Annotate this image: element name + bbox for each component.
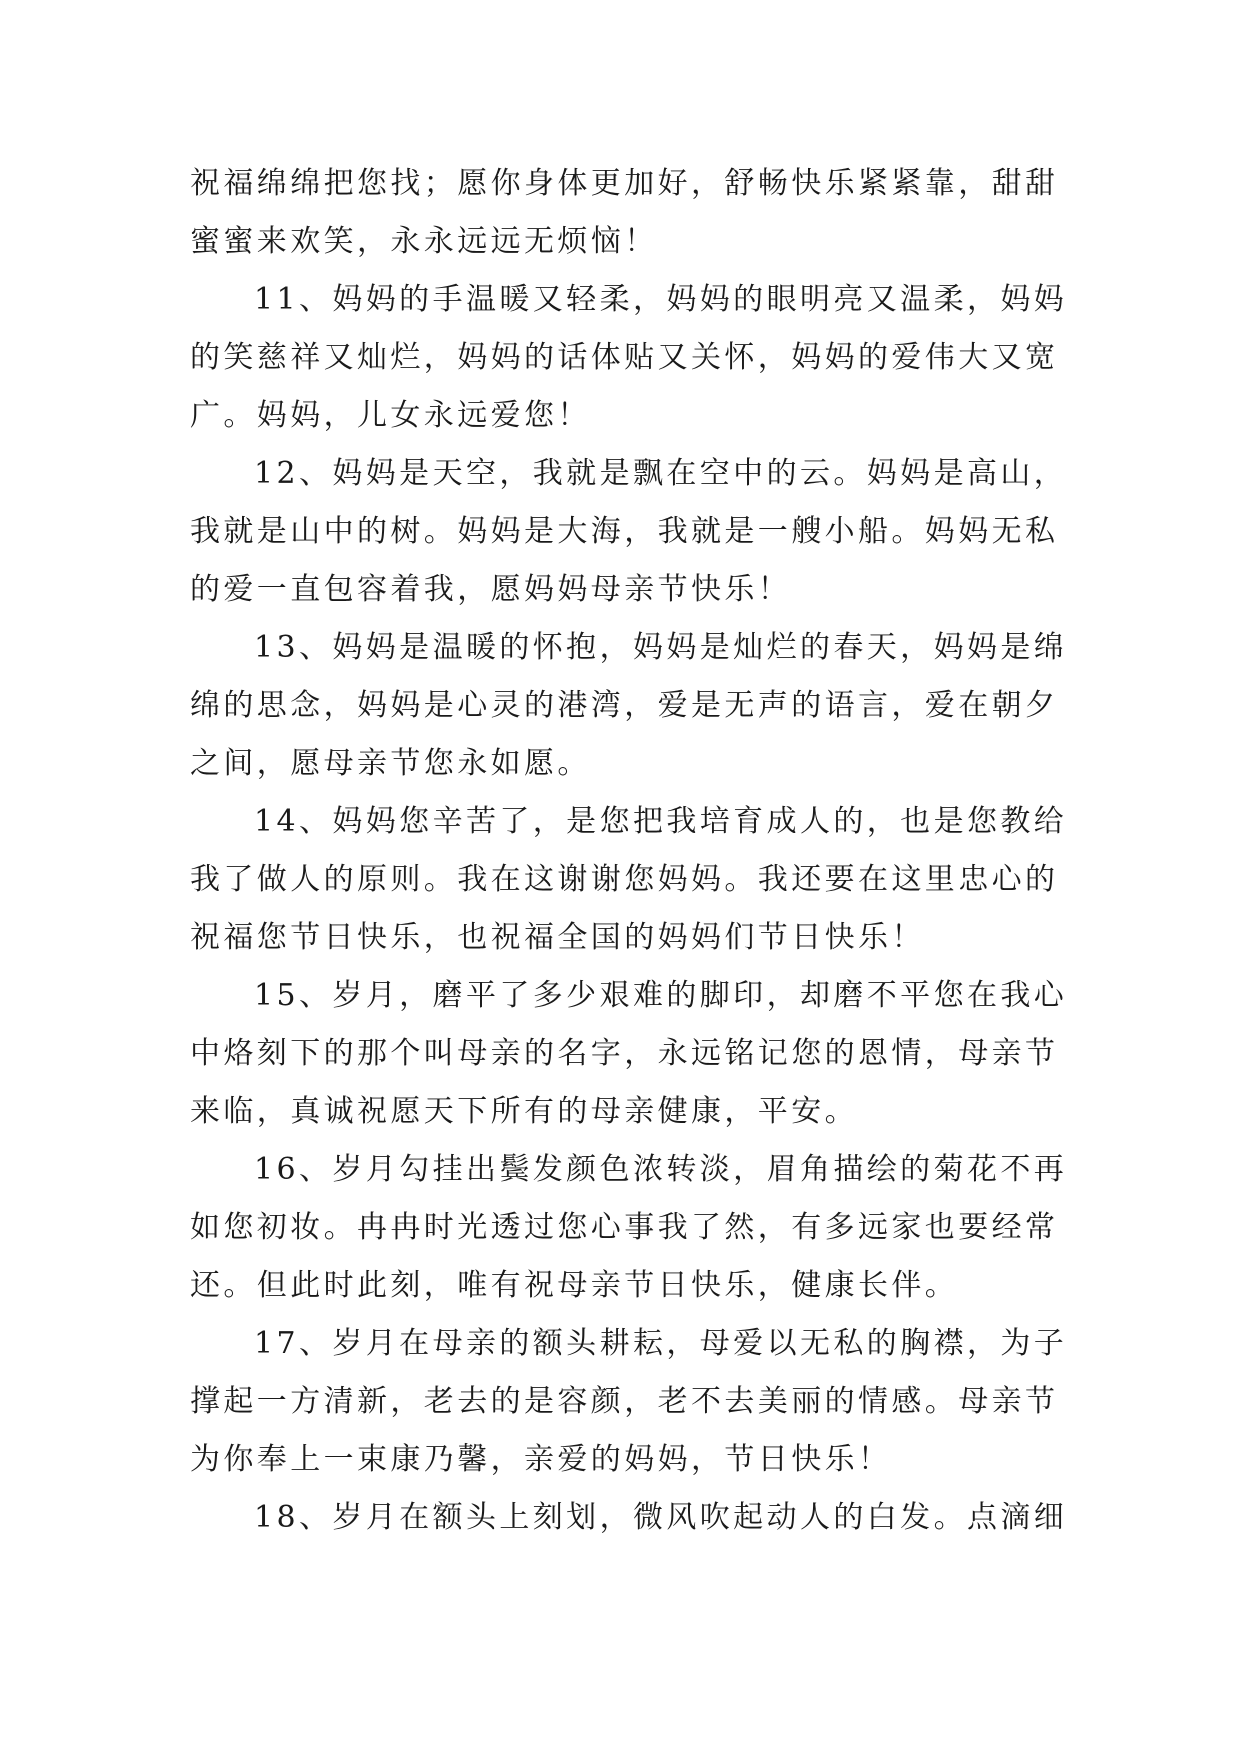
text-line: 的笑慈祥又灿烂，妈妈的话体贴又关怀，妈妈的爱伟大又宽 [190, 340, 1059, 375]
text-line: 之间，愿母亲节您永如愿。 [190, 746, 591, 781]
text-line: 中烙刻下的那个叫母亲的名字，永远铭记您的恩情，母亲节 [190, 1036, 1059, 1071]
text-line: 为你奉上一束康乃馨，亲爱的妈妈，节日快乐！ [190, 1442, 892, 1477]
text-line: 祝福绵绵把您找；愿你身体更加好，舒畅快乐紧紧靠，甜甜 [190, 166, 1059, 201]
paragraph-14-start: 14、妈妈您辛苦了，是您把我培育成人的，也是您教给 [254, 804, 1068, 839]
paragraph-13-start: 13、妈妈是温暖的怀抱，妈妈是灿烂的春天，妈妈是绵 [254, 630, 1068, 665]
paragraph-18-start: 18、岁月在额头上刻划，微风吹起动人的白发。点滴细 [254, 1500, 1068, 1535]
text-line: 我了做人的原则。我在这谢谢您妈妈。我还要在这里忠心的 [190, 862, 1059, 897]
text-line: 还。但此时此刻，唯有祝母亲节日快乐，健康长伴。 [190, 1268, 959, 1303]
paragraph-16-start: 16、岁月勾挂出鬓发颜色浓转淡，眉角描绘的菊花不再 [254, 1152, 1068, 1187]
text-line: 广。妈妈，儿女永远爱您！ [190, 398, 591, 433]
paragraph-15-start: 15、岁月，磨平了多少艰难的脚印，却磨不平您在我心 [254, 978, 1068, 1013]
text-line: 蜜蜜来欢笑，永永远远无烦恼！ [190, 224, 658, 259]
text-line: 祝福您节日快乐，也祝福全国的妈妈们节日快乐！ [190, 920, 925, 955]
paragraph-17-start: 17、岁月在母亲的额头耕耘，母爱以无私的胸襟，为子 [254, 1326, 1068, 1361]
text-line: 的爱一直包容着我，愿妈妈母亲节快乐！ [190, 572, 792, 607]
text-line: 绵的思念，妈妈是心灵的港湾，爱是无声的语言，爱在朝夕 [190, 688, 1059, 723]
text-line: 我就是山中的树。妈妈是大海，我就是一艘小船。妈妈无私 [190, 514, 1059, 549]
paragraph-12-start: 12、妈妈是天空，我就是飘在空中的云。妈妈是高山， [254, 456, 1068, 491]
text-line: 撑起一方清新，老去的是容颜，老不去美丽的情感。母亲节 [190, 1384, 1059, 1419]
paragraph-11-start: 11、妈妈的手温暖又轻柔，妈妈的眼明亮又温柔，妈妈 [254, 282, 1068, 317]
text-line: 来临，真诚祝愿天下所有的母亲健康，平安。 [190, 1094, 858, 1129]
text-line: 如您初妆。冉冉时光透过您心事我了然，有多远家也要经常 [190, 1210, 1059, 1245]
